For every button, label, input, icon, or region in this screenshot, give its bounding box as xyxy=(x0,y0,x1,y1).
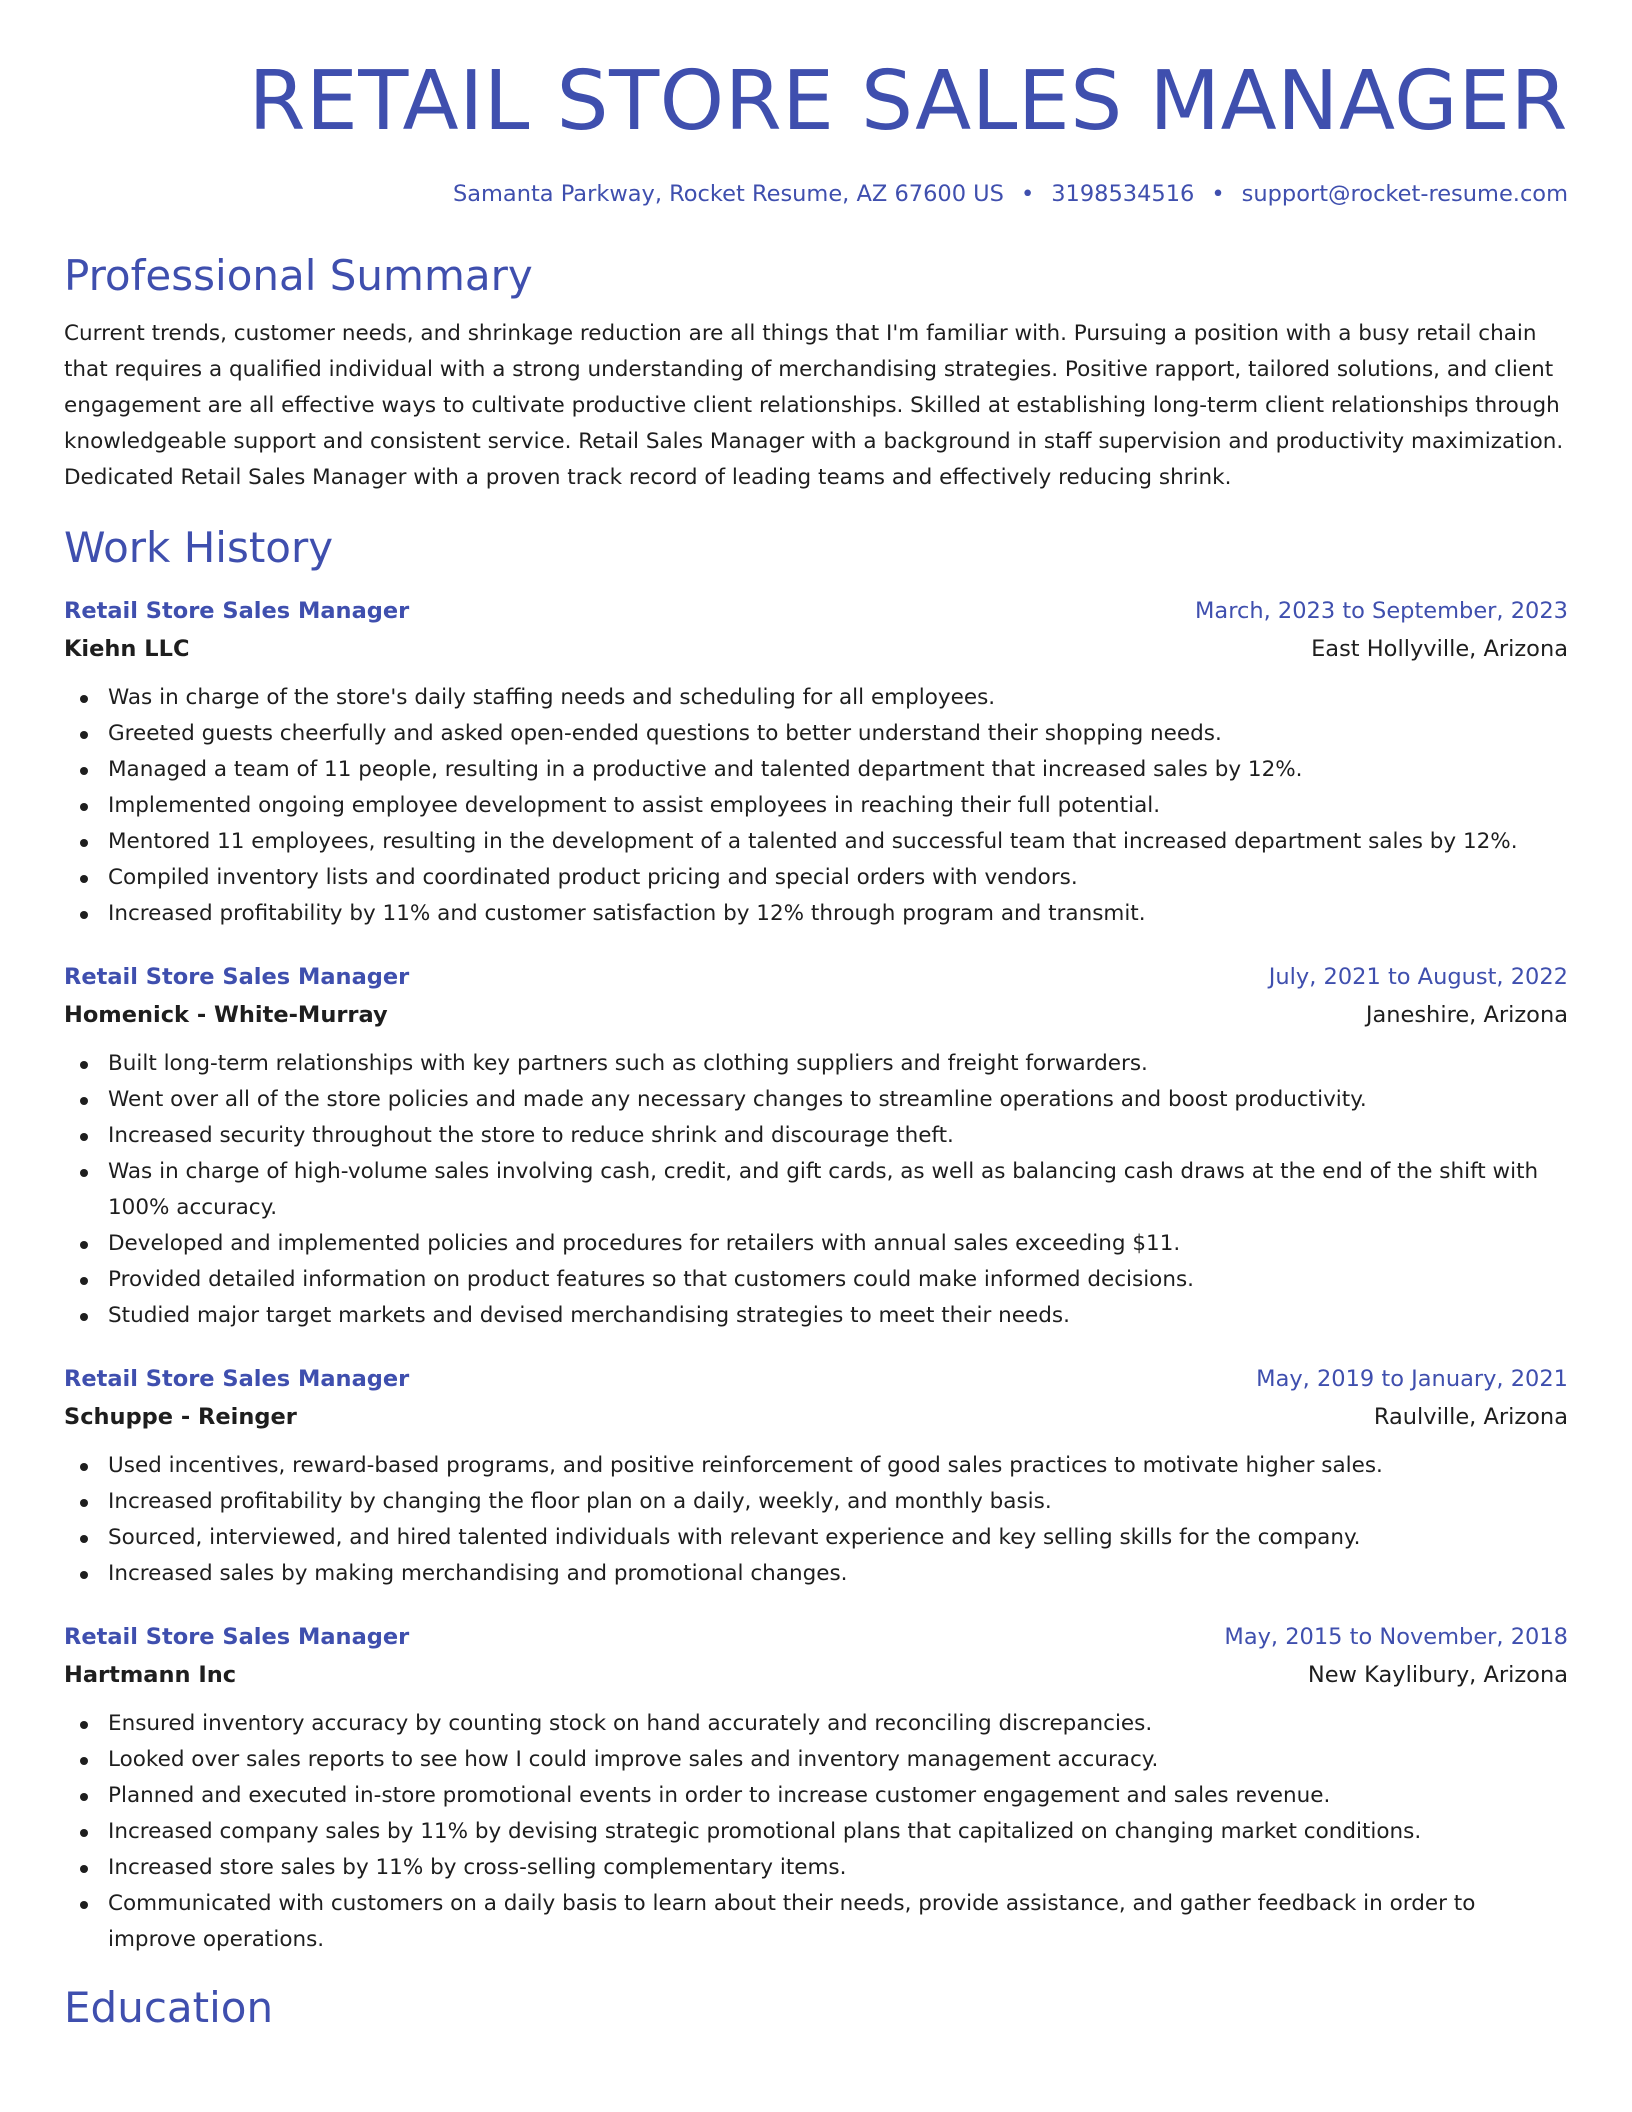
job-bullet: Studied major target markets and devised merchandising strategies to meet their needs. xyxy=(108,1298,1568,1334)
job-bullet: Provided detailed information on product features so that customers could make informed decisions. xyxy=(108,1262,1568,1298)
job-bullet: Built long-term relationships with key partners such as clothing suppliers and freight forwarders. xyxy=(108,1046,1568,1082)
job-location: Janeshire, Arizona xyxy=(1365,1002,1568,1028)
job-bullet: Used incentives, reward-based programs, and positive reinforcement of good sales practices to motivate higher sales. xyxy=(108,1448,1568,1484)
job-bullet: Went over all of the store policies and made any necessary changes to streamline operations and boost productivity. xyxy=(108,1082,1568,1118)
job-title: Retail Store Sales Manager xyxy=(64,1624,410,1650)
job-company: Homenick - White-Murray xyxy=(64,1002,388,1028)
job-title-row xyxy=(64,592,1568,630)
job-bullet: Increased security throughout the store to reduce shrink and discourage theft. xyxy=(108,1118,1568,1154)
job-bullet-list xyxy=(64,1448,1568,1592)
job-title-row xyxy=(64,1618,1568,1656)
contact-address: Samanta Parkway, Rocket Resume, AZ 67600 US xyxy=(452,181,1004,207)
job-bullet: Managed a team of 11 people, resulting in a productive and talented department that increased sales by 12%. xyxy=(108,752,1568,788)
summary-heading: Professional Summary xyxy=(64,251,533,300)
contact-line xyxy=(64,178,1568,210)
job-company-row xyxy=(64,996,1568,1034)
job-company-row xyxy=(64,1656,1568,1694)
resume-name: RETAIL STORE SALES MANAGER xyxy=(248,54,1568,149)
resume-header xyxy=(64,0,1568,210)
job-bullet: Greeted guests cheerfully and asked open-ended questions to better understand their shopping needs. xyxy=(108,716,1568,752)
job-title: Retail Store Sales Manager xyxy=(64,1366,410,1392)
job-bullet-list xyxy=(64,1706,1568,1958)
summary-text: Current trends, customer needs, and shrinkage reduction are all things that I'm familiar with. Pursuing a position with a busy retail chain that requires a qualified individual with a strong understanding of merchandising strategies. Positive rapport, tailored solutions, and client engagement are all effective ways to cultivate productive client relationships. Skilled at establishing long-term client relationships through knowledgeable support and consistent service. Retail Sales Manager with a background in staff supervision and productivity maximization. Dedicated Retail Sales Manager with a proven track record of leading teams and effectively reducing shrink. xyxy=(64,321,1564,490)
job-dates: July, 2021 to August, 2022 xyxy=(1268,964,1568,990)
job-bullet: Increased profitability by 11% and customer satisfaction by 12% through program and transmit. xyxy=(108,896,1568,932)
job-bullet-list xyxy=(64,680,1568,932)
job-bullet: Sourced, interviewed, and hired talented individuals with relevant experience and key selling skills for the company. xyxy=(108,1520,1568,1556)
job-bullet: Increased store sales by 11% by cross-selling complementary items. xyxy=(108,1850,1568,1886)
job-bullet: Ensured inventory accuracy by counting stock on hand accurately and reconciling discrepancies. xyxy=(108,1706,1568,1742)
job-title: Retail Store Sales Manager xyxy=(64,964,410,990)
job-bullet: Increased sales by making merchandising and promotional changes. xyxy=(108,1556,1568,1592)
job-title: Retail Store Sales Manager xyxy=(64,598,410,624)
job-title-row xyxy=(64,958,1568,996)
job-entry xyxy=(64,1360,1568,1592)
job-company: Hartmann Inc xyxy=(64,1662,237,1688)
job-bullet: Implemented ongoing employee development to assist employees in reaching their full potential. xyxy=(108,788,1568,824)
contact-phone: 3198534516 xyxy=(1051,181,1195,207)
job-bullet: Was in charge of the store's daily staffing needs and scheduling for all employees. xyxy=(108,680,1568,716)
job-bullet: Planned and executed in-store promotional events in order to increase customer engagement and sales revenue. xyxy=(108,1778,1568,1814)
job-company-row xyxy=(64,630,1568,668)
job-bullet: Mentored 11 employees, resulting in the development of a talented and successful team that increased department sales by 12%. xyxy=(108,824,1568,860)
job-bullet: Increased company sales by 11% by devising strategic promotional plans that capitalized on changing market conditions. xyxy=(108,1814,1568,1850)
work-history-list xyxy=(64,592,1568,1958)
contact-separator: • xyxy=(1211,181,1225,207)
job-entry xyxy=(64,1618,1568,1958)
job-bullet-list xyxy=(64,1046,1568,1334)
job-dates: May, 2019 to January, 2021 xyxy=(1256,1366,1568,1392)
job-bullet: Looked over sales reports to see how I could improve sales and inventory management accuracy. xyxy=(108,1742,1568,1778)
job-bullet: Increased profitability by changing the floor plan on a daily, weekly, and monthly basis. xyxy=(108,1484,1568,1520)
contact-separator: • xyxy=(1020,181,1035,207)
job-company-row xyxy=(64,1398,1568,1436)
job-location: East Hollyville, Arizona xyxy=(1311,636,1568,662)
job-location: New Kaylibury, Arizona xyxy=(1307,1662,1568,1688)
education-heading: Education xyxy=(64,1983,274,2032)
job-bullet: Compiled inventory lists and coordinated product pricing and special orders with vendors. xyxy=(108,860,1568,896)
job-bullet: Communicated with customers on a daily basis to learn about their needs, provide assistance, and gather feedback in order to improve operations. xyxy=(108,1886,1568,1958)
job-company: Schuppe - Reinger xyxy=(64,1404,297,1430)
work-history-heading: Work History xyxy=(64,523,334,572)
resume-page xyxy=(64,0,1568,2034)
job-company: Kiehn LLC xyxy=(64,636,190,662)
job-bullet: Developed and implemented policies and procedures for retailers with annual sales exceeding $11. xyxy=(108,1226,1568,1262)
job-entry xyxy=(64,592,1568,932)
job-dates: March, 2023 to September, 2023 xyxy=(1195,598,1568,624)
job-title-row xyxy=(64,1360,1568,1398)
job-dates: May, 2015 to November, 2018 xyxy=(1224,1624,1568,1650)
contact-email: support@rocket-resume.com xyxy=(1241,181,1568,207)
job-location: Raulville, Arizona xyxy=(1373,1404,1568,1430)
job-entry xyxy=(64,958,1568,1334)
job-bullet: Was in charge of high-volume sales involving cash, credit, and gift cards, as well as balancing cash draws at the end of the shift with 100% accuracy. xyxy=(108,1154,1568,1226)
